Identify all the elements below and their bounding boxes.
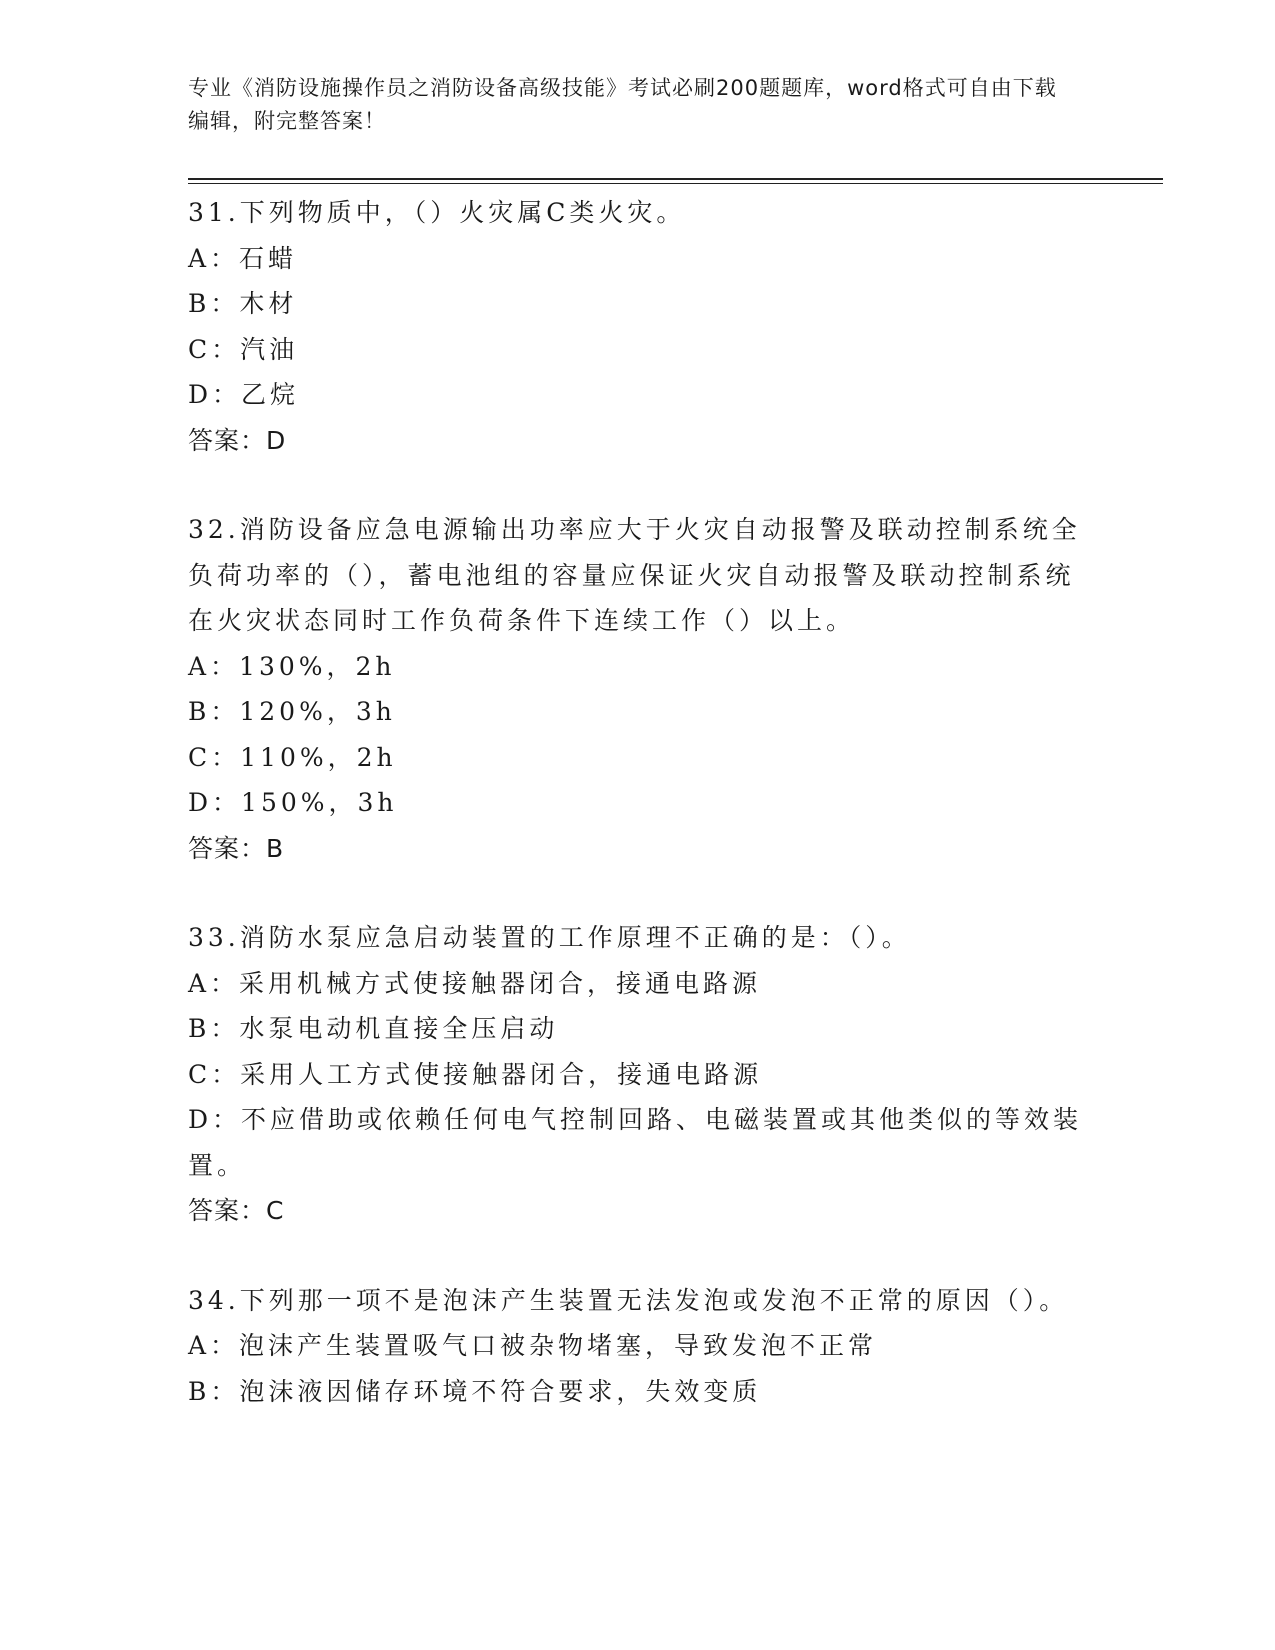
option-c: C：汽油: [188, 334, 299, 364]
option-d: D：150%，3h: [188, 788, 398, 817]
header-divider: [188, 178, 1163, 184]
question-32: [188, 507, 1088, 871]
option-a: A：泡沫产生装置吸气口被杂物堵塞，导致发泡不正常: [188, 1331, 878, 1360]
question-stem: 33.消防水泵应急启动装置的工作原理不正确的是：（）。: [188, 923, 911, 952]
answer-line: 答案：B: [188, 833, 285, 863]
option-b: B：120%，3h: [188, 697, 396, 726]
question-stem: 34.下列那一项不是泡沫产生装置无法发泡或发泡不正常的原因（）。: [188, 1285, 1069, 1315]
answer-line: 答案：C: [188, 1196, 285, 1225]
option-b: B：泡沫液因储存环境不符合要求，失效变质: [188, 1376, 762, 1406]
question-34: [188, 1278, 1088, 1415]
question-list: [188, 190, 1088, 1458]
option-a: A：采用机械方式使接触器闭合，接通电路源: [188, 968, 762, 998]
answer-line: 答案：D: [188, 425, 287, 455]
option-b: B：水泵电动机直接全压启动: [188, 1014, 559, 1043]
question-31: [188, 190, 1088, 463]
option-b: B：木材: [188, 289, 298, 318]
document-header: 专业《消防设施操作员之消防设备高级技能》考试必刷200题题库，word格式可自由下载编辑，附完整答案！: [188, 76, 1057, 133]
question-33: [188, 915, 1088, 1234]
option-d: D：乙烷: [188, 380, 300, 409]
option-a: A：130%，2h: [188, 651, 396, 681]
option-c: C：采用人工方式使接触器闭合，接通电路源: [188, 1059, 763, 1089]
option-a: A：石蜡: [188, 243, 298, 273]
question-stem: 32.消防设备应急电源输出功率应大于火灾自动报警及联动控制系统全负荷功率的（），蓄电池组的容量应保证火灾自动报警及联动控制系统在火灾状态同时工作负荷条件下连续工作（）以上。: [188, 515, 1081, 635]
option-d: D：不应借助或依赖任何电气控制回路、电磁装置或其他类似的等效装置。: [188, 1105, 1083, 1180]
option-c: C：110%，2h: [188, 742, 397, 772]
question-stem: 31.下列物质中，（）火灾属C类火灾。: [188, 198, 686, 227]
